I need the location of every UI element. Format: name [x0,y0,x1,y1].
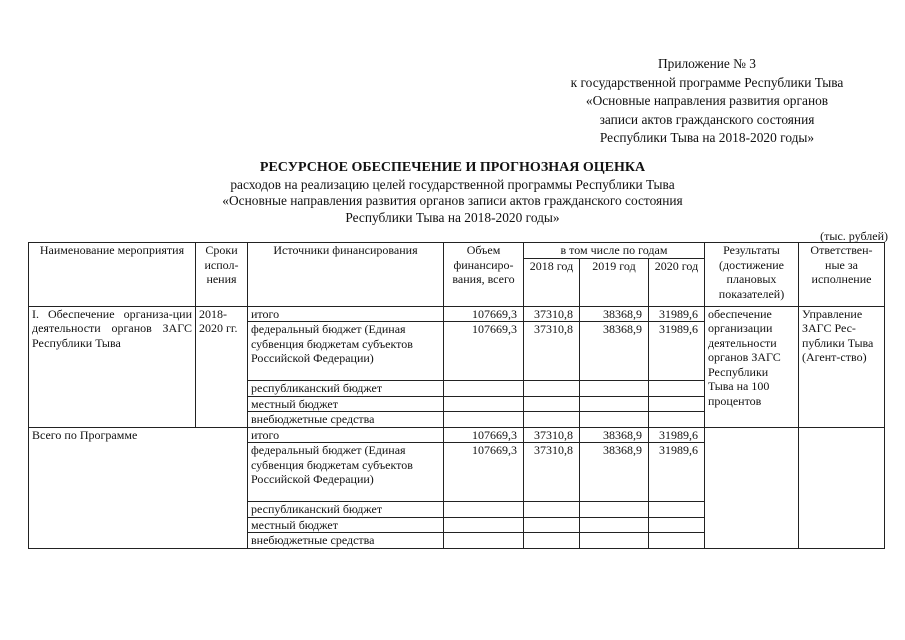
responsible-cell [799,427,885,548]
document-subtitle: «Основные направления развития органов записи актов гражданского состояния [222,193,683,208]
header-year-2019: 2019 год [580,258,649,306]
year-2018-cell [524,396,580,412]
total-cell: 107669,3 [444,443,524,502]
source-cell: итого [248,427,444,443]
year-2020-cell [649,381,705,397]
annex-line: записи актов гражданского состояния [599,111,815,127]
year-2019-cell [580,381,649,397]
table-row [29,427,885,443]
activity-name: I. Обеспечение организа-ции деятельности органов ЗАГС Республики Тыва [29,306,196,427]
year-2018-cell [524,412,580,428]
total-cell [444,517,524,533]
year-2019-cell [580,517,649,533]
year-2020-cell: 31989,6 [649,322,705,381]
source-cell: республиканский бюджет [248,381,444,397]
activity-term: 2018-2020 гг. [196,306,248,427]
year-2019-cell: 38368,9 [580,306,649,322]
source-cell: местный бюджет [248,517,444,533]
result-cell [705,427,799,548]
annex-line: Республики Тыва на 2018-2020 годы» [599,130,815,145]
program-total-name: Всего по Программе [29,427,248,548]
document-heading [140,160,765,226]
header-sources: Источники финансирования [248,243,444,307]
total-cell [444,381,524,397]
source-cell: внебюджетные средства [248,412,444,428]
header-responsible: Ответствен-ные за исполнение [799,243,885,307]
year-2018-cell [524,517,580,533]
year-2020-cell: 31989,6 [649,427,705,443]
annex-line: к государственной программе Республики Тыва [570,74,844,90]
header-term: Сроки испол-нения [196,243,248,307]
source-cell: федеральный бюджет (Единая субвенция бюджетам субъектов Российской Федерации) [248,322,444,381]
year-2019-cell: 38368,9 [580,427,649,443]
table-row [29,306,885,322]
document-subtitle: расходов на реализацию целей государственной программы Республики Тыва [230,176,675,192]
year-2020-cell [649,412,705,428]
year-2020-cell [649,396,705,412]
total-cell: 107669,3 [444,322,524,381]
total-cell [444,396,524,412]
year-2019-cell [580,412,649,428]
source-cell: федеральный бюджет (Единая субвенция бюджетам субъектов Российской Федерации) [248,443,444,502]
year-2019-cell [580,533,649,549]
table-header-row [29,243,885,259]
annex-line: «Основные направления развития органов [585,93,829,108]
total-cell: 107669,3 [444,306,524,322]
responsible-cell: Управление ЗАГС Рес-публики Тыва (Агент-ство) [799,306,885,427]
header-volume: Объем финансиро-вания, всего [444,243,524,307]
header-name: Наименование мероприятия [29,243,196,307]
result-cell: обеспечение организации деятельности органов ЗАГС Республики Тыва на 100 процентов [705,306,799,427]
document-title: РЕСУРСНОЕ ОБЕСПЕЧЕНИЕ И ПРОГНОЗНАЯ ОЦЕНКА [259,160,646,175]
year-2019-cell [580,502,649,518]
total-cell [444,412,524,428]
year-2020-cell: 31989,6 [649,306,705,322]
source-cell: внебюджетные средства [248,533,444,549]
year-2019-cell: 38368,9 [580,443,649,502]
year-2020-cell [649,502,705,518]
total-cell [444,502,524,518]
resource-table [28,242,885,549]
document-subtitle: Республики Тыва на 2018-2020 годы» [345,209,560,225]
year-2019-cell: 38368,9 [580,322,649,381]
year-2018-cell [524,502,580,518]
header-year-2018: 2018 год [524,258,580,306]
year-2018-cell: 37310,8 [524,443,580,502]
source-cell: республиканский бюджет [248,502,444,518]
year-2020-cell [649,517,705,533]
source-cell: местный бюджет [248,396,444,412]
year-2019-cell [580,396,649,412]
year-2018-cell: 37310,8 [524,322,580,381]
year-2018-cell: 37310,8 [524,306,580,322]
annex-header [548,55,866,148]
header-year-2020: 2020 год [649,258,705,306]
total-cell [444,533,524,549]
year-2018-cell [524,533,580,549]
year-2020-cell: 31989,6 [649,443,705,502]
year-2020-cell [649,533,705,549]
source-cell: итого [248,306,444,322]
units-note: (тыс. рублей) [820,229,888,243]
year-2018-cell [524,381,580,397]
year-2018-cell: 37310,8 [524,427,580,443]
header-by-years: в том числе по годам [524,243,705,259]
total-cell: 107669,3 [444,427,524,443]
header-results: Результаты (достижение плановых показателей) [705,243,799,307]
annex-number: Приложение № 3 [657,56,757,71]
